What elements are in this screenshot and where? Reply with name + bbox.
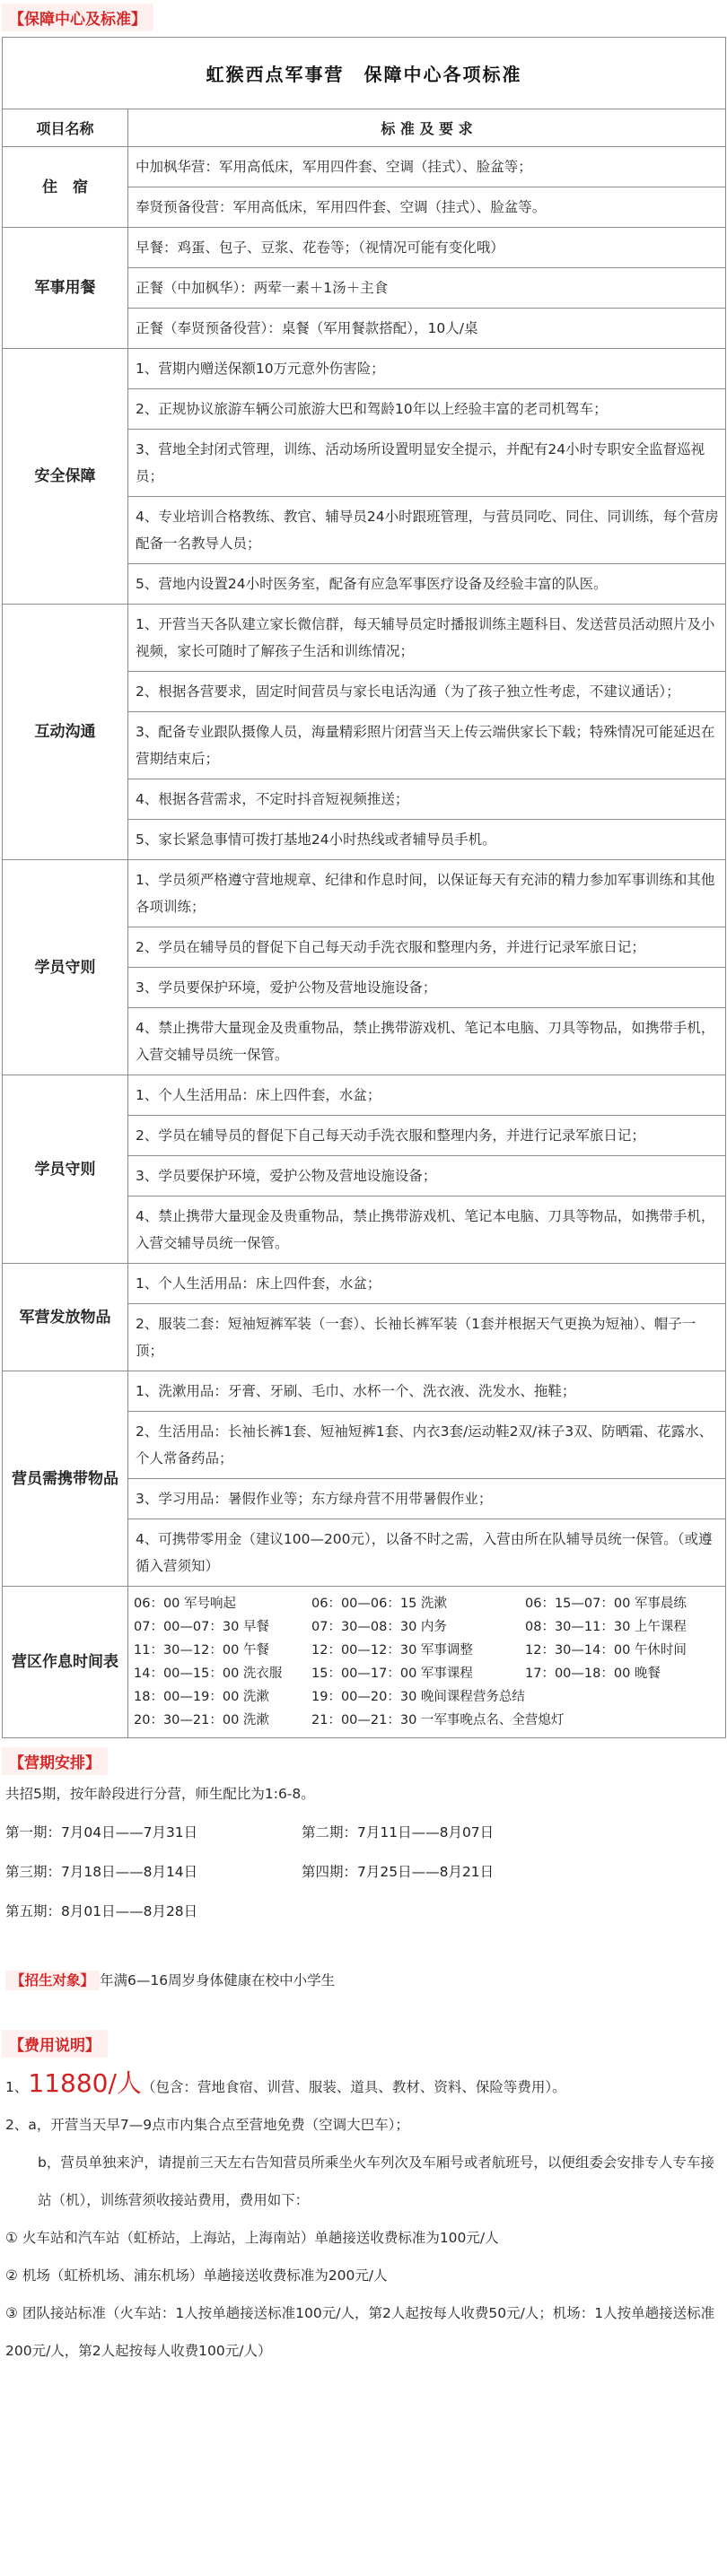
audience-header: 【招生对象】	[5, 1971, 100, 1990]
requirement-item: 1、洗漱用品：牙膏、牙刷、毛巾、水杯一个、洗衣液、洗发水、拖鞋；	[128, 1371, 725, 1412]
schedule-entry	[525, 1709, 727, 1732]
schedule-entry: 12：30—14：00 午休时间	[525, 1643, 687, 1658]
period-item	[302, 1892, 598, 1931]
schedule-grid	[128, 1587, 725, 1737]
requirement-item: 2、生活用品：长袖长裤1套、短袖短裤1套、内衣3套/运动鞋2双/袜子3双、防晒霜、花露水、个人常备药品；	[128, 1412, 725, 1479]
requirement-item: 4、禁止携带大量现金及贵重物品，禁止携带游戏机、笔记本电脑、刀具等物品，如携带手机，入营交辅导员统一保管。	[136, 1020, 715, 1063]
table-row	[3, 860, 726, 1075]
requirement-item: 4、专业培训合格教练、教官、辅导员24小时跟班管理，与营员同吃、同住、同训练，每个营房配备一名教导人员；	[128, 497, 725, 564]
period-item: 第五期：8月01日——8月28日	[5, 1903, 198, 1919]
requirement-item: 2、根据各营要求，固定时间营员与家长电话沟通（为了孩子独立性考虑，不建议通话）；	[128, 672, 725, 712]
fee-item: ③ 团队接站标准（火车站：1人按单趟接送标准100元/人，第2人起按每人收费50元/人；机场：1人按单趟接送标准200元/人，第2人起按每人收费100元/人）	[5, 2305, 715, 2359]
table-row	[3, 349, 726, 605]
row-category: 住 宿	[3, 147, 128, 228]
schedule-entry: 18：00—19：00 洗漱	[134, 1690, 269, 1704]
requirement-item: 3、学习用品：暑假作业等；东方绿舟营不用带暑假作业；	[128, 1479, 725, 1519]
term-header: 【营期安排】	[2, 1747, 108, 1775]
schedule-entry: 06：15—07：00 军事晨练	[525, 1597, 687, 1611]
requirement-item: 正餐（奉贤预备役营）：桌餐（军用餐款搭配），10人/桌	[136, 320, 478, 336]
requirement-item: 1、个人生活用品：床上四件套，水盆；	[128, 1075, 725, 1116]
requirement-item: 4、根据各营需求，不定时抖音短视频推送；	[128, 779, 725, 820]
requirement-item: 3、学员要保护环境，爱护公物及营地设施设备；	[128, 968, 725, 1008]
schedule-label: 营区作息时间表	[3, 1587, 128, 1738]
schedule-entry: 07：30—08：30 内务	[311, 1620, 447, 1634]
requirement-item: 1、个人生活用品：床上四件套，水盆；	[128, 1264, 725, 1304]
table-row	[3, 1075, 726, 1264]
requirement-item: 2、学员在辅导员的督促下自己每天动手洗衣服和整理内务，并进行记录军旅日记；	[128, 927, 725, 968]
audience-text: 年满6—16周岁身体健康在校中小学生	[100, 1972, 336, 1989]
period-item: 第三期：7月18日——8月14日	[5, 1864, 198, 1880]
schedule-entry	[525, 1685, 727, 1709]
fee-item: ② 机场（虹桥机场、浦东机场）单趟接送收费标准为200元/人	[5, 2267, 388, 2284]
schedule-entry: 20：30—21：00 洗漱	[134, 1713, 269, 1727]
period-item: 第四期：7月25日——8月21日	[302, 1864, 495, 1880]
row-category: 营员需携带物品	[3, 1371, 128, 1587]
fee-item: ① 火车站和汽车站（虹桥站，上海站，上海南站）单趟接送收费标准为100元/人	[5, 2230, 499, 2246]
col-header-item: 项目名称	[3, 109, 128, 147]
requirement-item: 1、学员须严格遵守营地规章、纪律和作息时间，以保证每天有充沛的精力参加军事训练和其他各项训练；	[128, 860, 725, 927]
audience-section	[0, 1962, 727, 1999]
col-header-requirements: 标 准 及 要 求	[128, 109, 726, 147]
requirement-item: 5、营地内设置24小时医务室，配备有应急军事医疗设备及经验丰富的队医。	[136, 576, 608, 592]
fee-section	[0, 2026, 727, 2370]
fee-a: 2、a，开营当天早7—9点市内集合点至营地免费（空调大巴车）；	[5, 2117, 409, 2133]
requirement-item: 中加枫华营：军用高低床，军用四件套、空调（挂式）、脸盆等；	[128, 147, 725, 187]
schedule-entry: 06：00—06：15 洗漱	[311, 1597, 447, 1611]
schedule-entry: 21：00—21：30 一军事晚点名、全营熄灯	[311, 1713, 565, 1727]
price-note: （包含：营地食宿、训营、服装、道具、教材、资料、保险等费用）。	[141, 2079, 566, 2095]
table-row	[3, 605, 726, 860]
schedule-entry: 14：00—15：00 洗衣服	[134, 1667, 283, 1681]
requirement-item: 3、配备专业跟队摄像人员，海量精彩照片闭营当天上传云端供家长下载；特殊情况可能延迟在营期结束后；	[128, 712, 725, 779]
requirement-item: 2、正规协议旅游车辆公司旅游大巴和驾龄10年以上经验丰富的老司机驾车；	[128, 389, 725, 430]
schedule-entry: 11：30—12：00 午餐	[134, 1643, 269, 1658]
schedule-entry: 17：00—18：00 晚餐	[525, 1667, 661, 1681]
requirement-item: 1、开营当天各队建立家长微信群，每天辅导员定时播报训练主题科目、发送营员活动照片及小视频，家长可随时了解孩子生活和训练情况；	[128, 605, 725, 672]
requirement-item: 早餐：鸡蛋、包子、豆浆、花卷等；（视情况可能有变化哦）	[128, 228, 725, 268]
schedule-entry: 06：00 军号响起	[134, 1597, 237, 1611]
requirement-item: 3、营地全封闭式管理，训练、活动场所设置明显安全提示，并配有24小时专职安全监督巡视员；	[128, 430, 725, 497]
requirement-item: 2、服装二套：短袖短裤军装（一套）、长袖长裤军装（1套并根据天气更换为短袖）、帽子一顶；	[136, 1316, 696, 1359]
period-list	[5, 1813, 722, 1931]
price-value: 11880/人	[28, 2068, 142, 2098]
row-category: 互动沟通	[3, 605, 128, 860]
table-row	[3, 147, 726, 228]
requirement-item: 2、学员在辅导员的督促下自己每天动手洗衣服和整理内务，并进行记录军旅日记；	[128, 1116, 725, 1156]
fee-b: b，营员单独来沪，请提前三天左右告知营员所乘坐火车列次及车厢号或者航班号，以便组委会安排专人专车接站（机），训练营须收接站费用，费用如下：	[38, 2154, 714, 2208]
requirement-item: 1、营期内赠送保额10万元意外伤害险；	[128, 349, 725, 389]
standards-table	[2, 37, 726, 1738]
fee-item-list	[5, 2219, 722, 2370]
requirement-item: 奉贤预备役营：军用高低床，军用四件套、空调（挂式）、脸盆等。	[136, 199, 547, 215]
requirement-item: 4、可携带零用金（建议100—200元），以备不时之需，入营由所在队辅导员统一保管。（或遵循入营须知）	[136, 1531, 713, 1574]
audience-line	[5, 1962, 722, 1999]
table-row	[3, 1371, 726, 1587]
schedule-entry: 07：00—07：30 早餐	[134, 1620, 269, 1634]
schedule-entry: 19：00—20：30 晚间课程营务总结	[311, 1690, 525, 1704]
requirement-rows	[3, 147, 726, 1587]
table-title: 虹猴西点军事营 保障中心各项标准	[3, 38, 726, 109]
term-intro: 共招5期，按年龄段进行分营，师生配比为1:6-8。	[5, 1786, 315, 1802]
table-row	[3, 228, 726, 349]
row-category: 学员守则	[3, 1075, 128, 1264]
row-category: 学员守则	[3, 860, 128, 1075]
requirement-item: 3、学员要保护环境，爱护公物及营地设施设备；	[128, 1156, 725, 1197]
row-category: 军事用餐	[3, 228, 128, 349]
requirement-item: 4、禁止携带大量现金及贵重物品，禁止携带游戏机、笔记本电脑、刀具等物品，如携带手机，入营交辅导员统一保管。	[136, 1208, 715, 1251]
schedule-entry: 12：00—12：30 军事调整	[311, 1643, 473, 1658]
period-item: 第二期：7月11日——8月07日	[302, 1824, 495, 1841]
term-section	[0, 1744, 727, 1931]
row-category: 军营发放物品	[3, 1264, 128, 1371]
requirement-item: 正餐（中加枫华）：两荤一素＋1汤＋主食	[128, 268, 725, 309]
schedule-entry: 15：00—17：00 军事课程	[311, 1667, 473, 1681]
requirement-item: 5、家长紧急事情可拨打基地24小时热线或者辅导员手机。	[136, 831, 496, 848]
standards-section-header: 【保障中心及标准】	[2, 4, 153, 31]
fee-header: 【费用说明】	[2, 2030, 108, 2058]
price-prefix: 1、	[5, 2079, 29, 2095]
table-row	[3, 1264, 726, 1371]
period-item: 第一期：7月04日——7月31日	[5, 1824, 198, 1841]
schedule-entry: 08：30—11：30 上午课程	[525, 1620, 687, 1634]
price-line	[5, 2065, 722, 2106]
row-category: 安全保障	[3, 349, 128, 605]
